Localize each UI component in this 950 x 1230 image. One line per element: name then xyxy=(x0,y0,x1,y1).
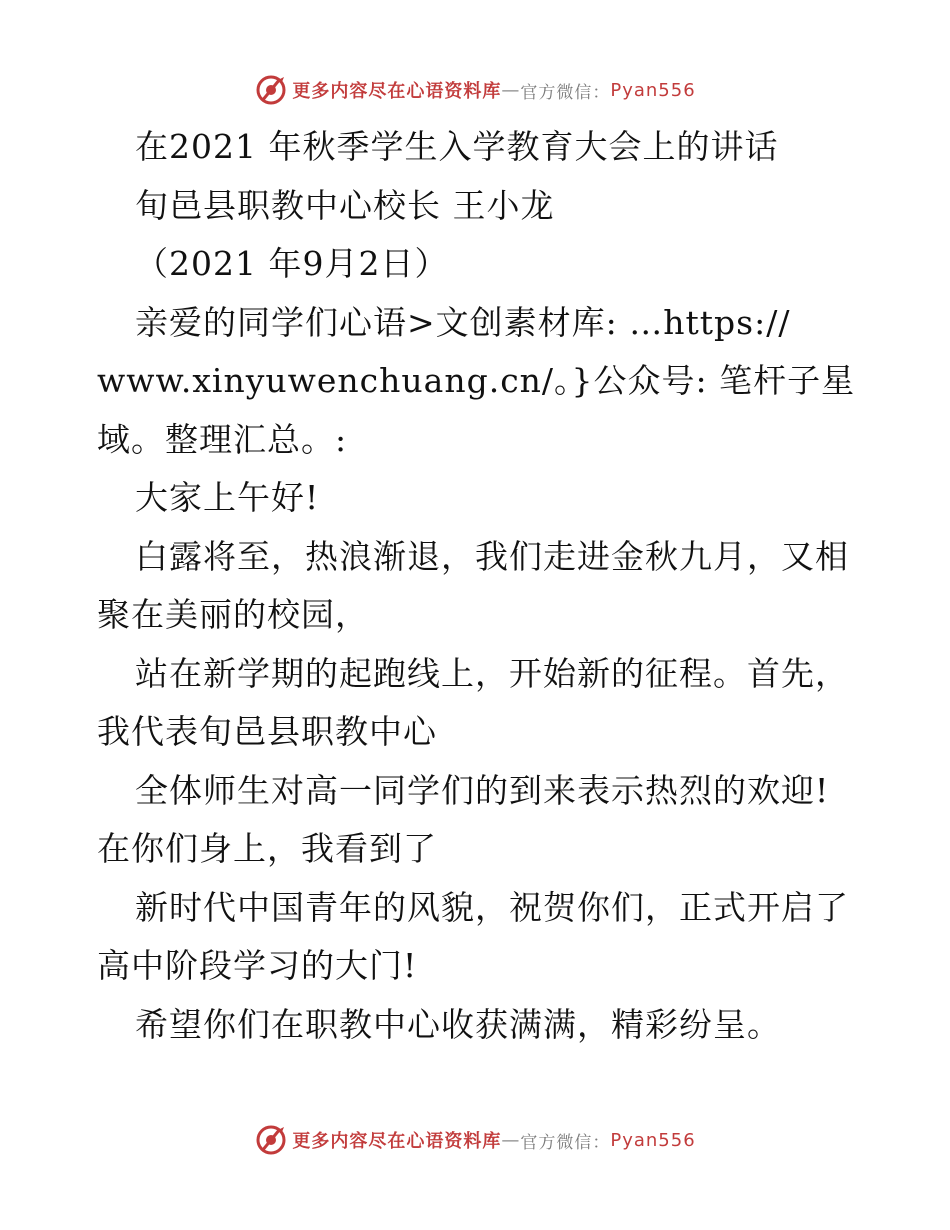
text-line: 域。整理汇总。: xyxy=(97,419,348,459)
text-line: 大家上午好! xyxy=(135,478,320,517)
text-line: 希望你们在职教中心收获满满，精彩纷呈。 xyxy=(135,1004,781,1044)
text-line: 亲爱的同学们心语>文创素材库: …https:// xyxy=(135,302,791,342)
text-line: 新时代中国青年的风貌，祝贺你们，正式开启了 xyxy=(135,887,849,927)
document-speaker: 旬邑县职教中心校长 王小龙 xyxy=(135,185,555,225)
banner-wechat-handle: Pyan556 xyxy=(610,1129,696,1151)
document-paragraphs xyxy=(97,294,887,1055)
header-banner xyxy=(0,70,950,110)
text-line: 我代表旬邑县职教中心 xyxy=(97,712,437,751)
document-body xyxy=(97,118,887,1054)
quill-logo-icon xyxy=(254,73,288,107)
text-line: 在你们身上，我看到了 xyxy=(97,829,437,868)
banner-wechat-label: 官方微信： xyxy=(520,1132,611,1153)
text-line: 聚在美丽的校园， xyxy=(97,595,369,634)
banner-dash: — xyxy=(501,79,521,101)
text-line: 高中阶段学习的大门! xyxy=(97,946,418,985)
banner-dash: — xyxy=(501,1129,521,1151)
banner-site-text: 更多内容尽在心语资料库 xyxy=(292,81,502,102)
text-line: 白露将至，热浪渐退，我们走进金秋九月，又相 xyxy=(135,536,849,576)
text-line: 站在新学期的起跑线上，开始新的征程。首先， xyxy=(135,653,849,693)
banner-wechat-label: 官方微信： xyxy=(520,82,611,103)
text-line: www.xinyuwenchuang.cn/。}公众号: 笔杆子星 xyxy=(97,361,856,400)
document-title: 在2021 年秋季学生入学教育大会上的讲话 xyxy=(135,127,779,166)
banner-wechat-handle: Pyan556 xyxy=(610,79,696,101)
quill-logo-icon xyxy=(254,1123,288,1157)
footer-banner xyxy=(0,1120,950,1160)
text-line: 全体师生对高一同学们的到来表示热烈的欢迎! xyxy=(135,770,830,810)
document-date: （2021 年9月2日） xyxy=(135,244,449,283)
banner-site-text: 更多内容尽在心语资料库 xyxy=(292,1131,502,1152)
